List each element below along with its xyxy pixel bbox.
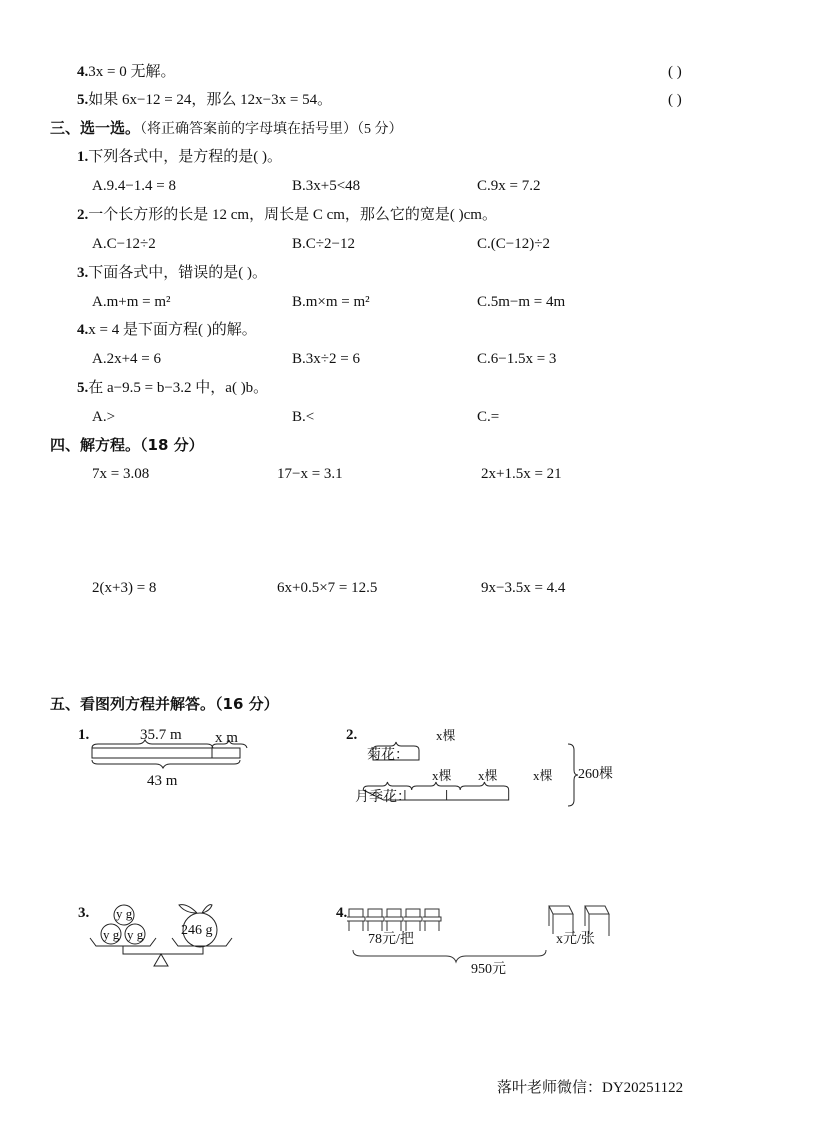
q-num: 2. <box>346 727 358 743</box>
choice-option: B.3x+5<48 <box>292 178 361 194</box>
equation: 17−x = 3.1 <box>277 466 343 482</box>
choice-option: A.m+m = m² <box>92 293 171 310</box>
total-label: 43 m <box>147 773 178 789</box>
equation: 6x+0.5×7 = 12.5 <box>277 580 378 596</box>
choice-option: C.5m−m = 4m <box>477 293 566 310</box>
choice-option: C.= <box>477 409 500 426</box>
question-text: 一个长方形的长是 12 cm，周长是 C cm，那么它的宽是( )cm。 <box>88 206 497 223</box>
unit-label: x棵 <box>478 768 498 783</box>
unit-label: x棵 <box>533 768 553 783</box>
equation: 2x+1.5x = 21 <box>481 466 562 482</box>
total-label: 260棵 <box>578 767 613 782</box>
choice-option: B.m×m = m² <box>292 293 370 310</box>
weight-label: y g <box>103 927 120 942</box>
choice-option: C.6−1.5x = 3 <box>477 351 557 368</box>
unit-label: x棵 <box>432 768 452 783</box>
desk-price-label: x元/张 <box>556 932 595 947</box>
choice-option: C.(C−12)÷2 <box>477 235 550 252</box>
chair-price-label: 78元/把 <box>368 932 414 947</box>
judge-item-4: 4.3x = 0 无解。 <box>77 64 176 80</box>
choice-option: B.< <box>292 409 315 426</box>
answer-paren[interactable]: ( ) <box>668 92 682 108</box>
question-number: 5. <box>77 380 89 397</box>
choice-option: C.9x = 7.2 <box>477 178 541 194</box>
section-5-title: 五、看图列方程并解答。（16 分） <box>50 695 279 713</box>
total-label: 950元 <box>471 962 506 977</box>
unknown-label: x m <box>215 730 238 746</box>
equation: 7x = 3.08 <box>92 466 150 482</box>
unit-label: x棵 <box>436 728 456 743</box>
choice-option: A.> <box>92 409 116 426</box>
choice-option: B.C÷2−12 <box>292 235 355 252</box>
weight-label: y g <box>127 927 144 942</box>
question-number: 2. <box>77 206 89 223</box>
length-label: 35.7 m <box>140 727 182 743</box>
judge-item-5: 5.如果 6x−12 = 24，那么 12x−3x = 54。 <box>77 92 333 108</box>
question-number: 3. <box>77 264 89 281</box>
question-text: 在 a−9.5 = b−3.2 中，a( )b。 <box>88 380 269 397</box>
row-label-yuejihua: 月季花： <box>355 790 411 805</box>
q-num: 3. <box>78 905 90 921</box>
choice-option: B.3x÷2 = 6 <box>292 351 360 368</box>
answer-paren[interactable]: ( ) <box>668 64 682 80</box>
question-text: 下面各式中，错误的是( )。 <box>88 264 267 281</box>
footer-contact: 落叶老师微信：DY20251122 <box>497 1080 684 1096</box>
choice-option: A.9.4−1.4 = 8 <box>92 178 177 194</box>
equation: 9x−3.5x = 4.4 <box>481 580 566 596</box>
question-text: 下列各式中，是方程的是( )。 <box>88 149 282 165</box>
question-number: 1. <box>77 149 89 165</box>
section-4-title: 四、解方程。（18 分） <box>50 436 204 454</box>
choice-option: A.2x+4 = 6 <box>92 351 162 368</box>
q-num: 4. <box>336 905 348 921</box>
row-label-juhua: 菊花： <box>367 748 409 763</box>
question-number: 4. <box>77 322 89 339</box>
equation: 2(x+3) = 8 <box>92 580 157 596</box>
section-3-title: 三、选一选。（将正确答案前的字母填在括号里）（5 分） <box>50 119 403 137</box>
choice-option: A.C−12÷2 <box>92 235 156 252</box>
q-num: 1. <box>78 727 90 743</box>
question-text: x = 4 是下面方程( )的解。 <box>88 322 257 339</box>
weight-label: y g <box>116 906 133 921</box>
apple-weight-label: 246 g <box>181 923 213 938</box>
